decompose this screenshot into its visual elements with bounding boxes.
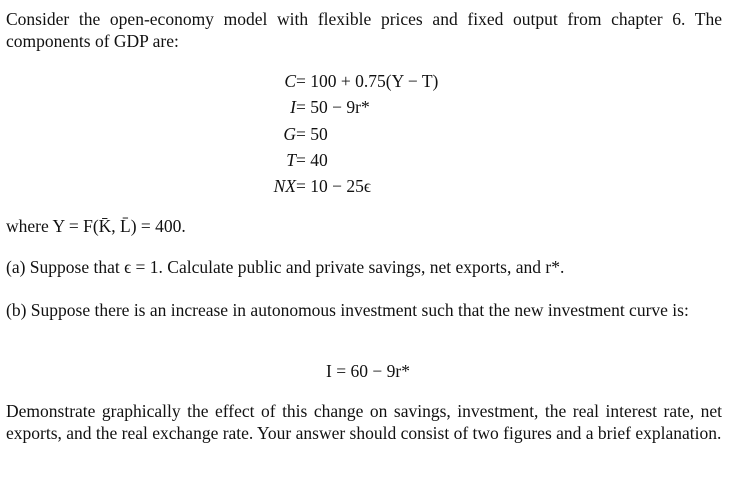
- instructions-paragraph: Demonstrate graphically the effect of this change on savings, investment, the real interest rate, net exports, and the real exchange rate. Your answer should consist of two figures and a brief explanation.: [6, 401, 722, 443]
- equation-lhs: C: [284, 71, 296, 91]
- equation-consumption: [0, 70, 736, 92]
- intro-paragraph: Consider the open-economy model with flexible prices and fixed output from chapter 6. The components of GDP are:: [6, 9, 722, 51]
- equation-rhs: = 50: [296, 124, 328, 144]
- part-b-question: (b) Suppose there is an increase in autonomous investment such that the new investment curve is:: [6, 300, 689, 320]
- equation-investment: [0, 96, 736, 118]
- equation-lhs: I: [290, 97, 296, 117]
- equation-rhs: = 10 − 25ϵ: [296, 176, 371, 196]
- equation-lhs: G: [283, 124, 296, 144]
- equation-rhs: = 100 + 0.75(Y − T): [296, 71, 439, 91]
- part-a-question: (a) Suppose that ϵ = 1. Calculate public and private savings, net exports, and r*.: [6, 257, 565, 277]
- equation-rhs: = 40: [296, 150, 328, 170]
- equation-net-exports: [0, 175, 736, 197]
- equation-lhs: T: [286, 150, 296, 170]
- equation-lhs: NX: [273, 176, 296, 196]
- equation-taxes: [0, 149, 736, 171]
- equation-rhs: = 50 − 9r*: [296, 97, 370, 117]
- equation-government: [0, 123, 736, 145]
- new-investment-equation: I = 60 − 9r*: [326, 361, 410, 381]
- where-line: where Y = F(K̄, L̄) = 400.: [6, 216, 186, 236]
